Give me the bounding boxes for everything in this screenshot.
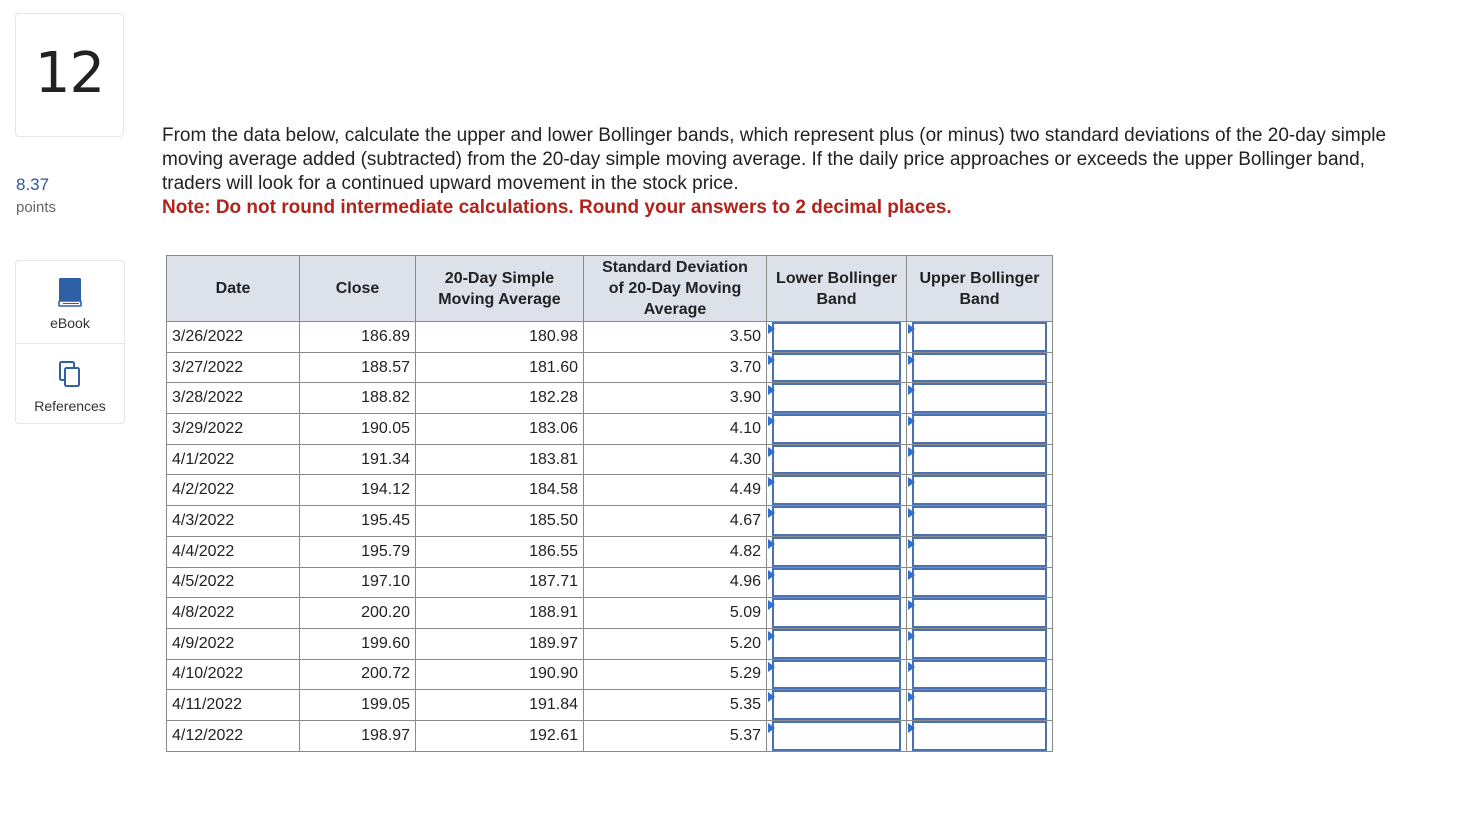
table-row (167, 690, 1053, 721)
cell-std-dev: 5.29 (584, 659, 767, 690)
header-close: Close (300, 256, 416, 322)
cell-date: 4/3/2022 (167, 506, 300, 537)
cell-date: 4/12/2022 (167, 720, 300, 751)
cell-close: 199.60 (300, 628, 416, 659)
lower-band-input[interactable] (772, 721, 901, 751)
cell-upper-band (907, 659, 1053, 690)
upper-band-input[interactable] (912, 475, 1047, 505)
cell-std-dev: 5.37 (584, 720, 767, 751)
cell-std-dev: 5.09 (584, 598, 767, 629)
points-label: points (16, 199, 57, 216)
rounding-note: Note: Do not round intermediate calculations. Round your answers to 2 decimal places. (162, 197, 952, 218)
cell-upper-band (907, 444, 1053, 475)
cell-std-dev: 5.20 (584, 628, 767, 659)
table-row (167, 567, 1053, 598)
cell-sma: 189.97 (416, 628, 584, 659)
cell-lower-band (767, 322, 907, 353)
header-std-dev-text: Standard Deviation of 20-Day Moving Average (602, 259, 748, 318)
cell-close: 197.10 (300, 567, 416, 598)
header-upper-band (907, 256, 1053, 322)
lower-band-input[interactable] (772, 383, 901, 413)
cell-close: 195.79 (300, 536, 416, 567)
cell-date: 4/11/2022 (167, 690, 300, 721)
table-row (167, 598, 1053, 629)
lower-band-input[interactable] (772, 414, 901, 444)
table-row (167, 506, 1053, 537)
cell-std-dev: 4.30 (584, 444, 767, 475)
upper-band-input[interactable] (912, 690, 1047, 720)
lower-band-input[interactable] (772, 629, 901, 659)
cell-close: 199.05 (300, 690, 416, 721)
cell-upper-band (907, 628, 1053, 659)
cell-sma: 186.55 (416, 536, 584, 567)
cell-std-dev: 3.90 (584, 383, 767, 414)
cell-sma: 185.50 (416, 506, 584, 537)
cell-sma: 183.06 (416, 414, 584, 445)
header-date: Date (167, 256, 300, 322)
lower-band-input[interactable] (772, 537, 901, 567)
cell-date: 4/1/2022 (167, 444, 300, 475)
lower-band-input[interactable] (772, 445, 901, 475)
lower-band-input[interactable] (772, 690, 901, 720)
cell-upper-band (907, 414, 1053, 445)
cell-upper-band (907, 690, 1053, 721)
upper-band-input[interactable] (912, 660, 1047, 690)
cell-upper-band (907, 383, 1053, 414)
cell-lower-band (767, 690, 907, 721)
table-row (167, 322, 1053, 353)
points-value: 8.37 (16, 175, 50, 194)
table-row (167, 628, 1053, 659)
header-sma-text: 20-Day Simple Moving Average (438, 269, 561, 308)
cell-upper-band (907, 475, 1053, 506)
upper-band-input[interactable] (912, 506, 1047, 536)
cell-sma: 183.81 (416, 444, 584, 475)
cell-date: 4/4/2022 (167, 536, 300, 567)
lower-band-input[interactable] (772, 660, 901, 690)
cell-std-dev: 3.70 (584, 352, 767, 383)
upper-band-input[interactable] (912, 383, 1047, 413)
prompt-text: From the data below, calculate the upper and lower Bollinger bands, which represent plus (or minus) two standard deviations of the 20-day simple moving average added (subtracted) from the 20-day simple moving average. If the daily price approaches or exceeds the upper Bollinger band, traders will look for a continued upward movement in the stock price. (162, 125, 1387, 194)
upper-band-input[interactable] (912, 721, 1047, 751)
upper-band-input[interactable] (912, 445, 1047, 475)
cell-sma: 184.58 (416, 475, 584, 506)
cell-lower-band (767, 383, 907, 414)
cell-sma: 192.61 (416, 720, 584, 751)
cell-close: 195.45 (300, 506, 416, 537)
cell-date: 4/2/2022 (167, 475, 300, 506)
cell-std-dev: 3.50 (584, 322, 767, 353)
cell-std-dev: 4.49 (584, 475, 767, 506)
upper-band-input[interactable] (912, 322, 1047, 352)
cell-date: 4/10/2022 (167, 659, 300, 690)
table-row (167, 414, 1053, 445)
ebook-button[interactable] (16, 261, 124, 343)
question-prompt (162, 124, 1422, 220)
cell-date: 3/28/2022 (167, 383, 300, 414)
cell-lower-band (767, 567, 907, 598)
cell-close: 194.12 (300, 475, 416, 506)
book-icon (57, 277, 83, 307)
header-lower-band-text: Lower Bollinger Band (776, 269, 897, 308)
cell-upper-band (907, 322, 1053, 353)
lower-band-input[interactable] (772, 353, 901, 383)
lower-band-input[interactable] (772, 475, 901, 505)
lower-band-input[interactable] (772, 568, 901, 598)
table-row (167, 352, 1053, 383)
cell-sma: 191.84 (416, 690, 584, 721)
question-number-box (15, 13, 124, 137)
cell-date: 4/9/2022 (167, 628, 300, 659)
upper-band-input[interactable] (912, 568, 1047, 598)
cell-date: 3/26/2022 (167, 322, 300, 353)
cell-sma: 182.28 (416, 383, 584, 414)
cell-lower-band (767, 506, 907, 537)
cell-date: 3/27/2022 (167, 352, 300, 383)
cell-std-dev: 5.35 (584, 690, 767, 721)
upper-band-input[interactable] (912, 537, 1047, 567)
cell-lower-band (767, 475, 907, 506)
cell-upper-band (907, 352, 1053, 383)
cell-sma: 187.71 (416, 567, 584, 598)
cell-lower-band (767, 536, 907, 567)
cell-close: 200.20 (300, 598, 416, 629)
cell-lower-band (767, 444, 907, 475)
cell-close: 198.97 (300, 720, 416, 751)
cell-date: 3/29/2022 (167, 414, 300, 445)
references-icon (57, 360, 83, 390)
cell-date: 4/5/2022 (167, 567, 300, 598)
cell-lower-band (767, 659, 907, 690)
cell-lower-band (767, 720, 907, 751)
cell-std-dev: 4.82 (584, 536, 767, 567)
cell-sma: 180.98 (416, 322, 584, 353)
cell-close: 191.34 (300, 444, 416, 475)
cell-upper-band (907, 536, 1053, 567)
header-lower-band (767, 256, 907, 322)
cell-std-dev: 4.67 (584, 506, 767, 537)
cell-std-dev: 4.10 (584, 414, 767, 445)
bollinger-table (166, 255, 1053, 752)
cell-date: 4/8/2022 (167, 598, 300, 629)
cell-upper-band (907, 567, 1053, 598)
cell-close: 188.57 (300, 352, 416, 383)
upper-band-input[interactable] (912, 598, 1047, 628)
lower-band-input[interactable] (772, 598, 901, 628)
table-row (167, 659, 1053, 690)
upper-band-input[interactable] (912, 353, 1047, 383)
cell-lower-band (767, 352, 907, 383)
cell-sma: 188.91 (416, 598, 584, 629)
table-row (167, 444, 1053, 475)
cell-upper-band (907, 720, 1053, 751)
cell-close: 200.72 (300, 659, 416, 690)
upper-band-input[interactable] (912, 414, 1047, 444)
cell-lower-band (767, 628, 907, 659)
cell-sma: 181.60 (416, 352, 584, 383)
lower-band-input[interactable] (772, 506, 901, 536)
cell-upper-band (907, 598, 1053, 629)
cell-sma: 190.90 (416, 659, 584, 690)
cell-upper-band (907, 506, 1053, 537)
references-label: References (34, 398, 106, 414)
question-number: 12 (34, 40, 105, 106)
cell-std-dev: 4.96 (584, 567, 767, 598)
lower-band-input[interactable] (772, 322, 901, 352)
cell-close: 188.82 (300, 383, 416, 414)
cell-close: 186.89 (300, 322, 416, 353)
references-button[interactable] (16, 343, 124, 425)
table-row (167, 383, 1053, 414)
table-row (167, 536, 1053, 567)
cell-lower-band (767, 414, 907, 445)
header-std-dev (584, 256, 767, 322)
cell-lower-band (767, 598, 907, 629)
cell-close: 190.05 (300, 414, 416, 445)
header-sma (416, 256, 584, 322)
table-row (167, 475, 1053, 506)
header-upper-band-text: Upper Bollinger Band (919, 269, 1040, 308)
table-row (167, 720, 1053, 751)
tools-panel (15, 260, 125, 424)
ebook-label: eBook (50, 315, 90, 331)
upper-band-input[interactable] (912, 629, 1047, 659)
